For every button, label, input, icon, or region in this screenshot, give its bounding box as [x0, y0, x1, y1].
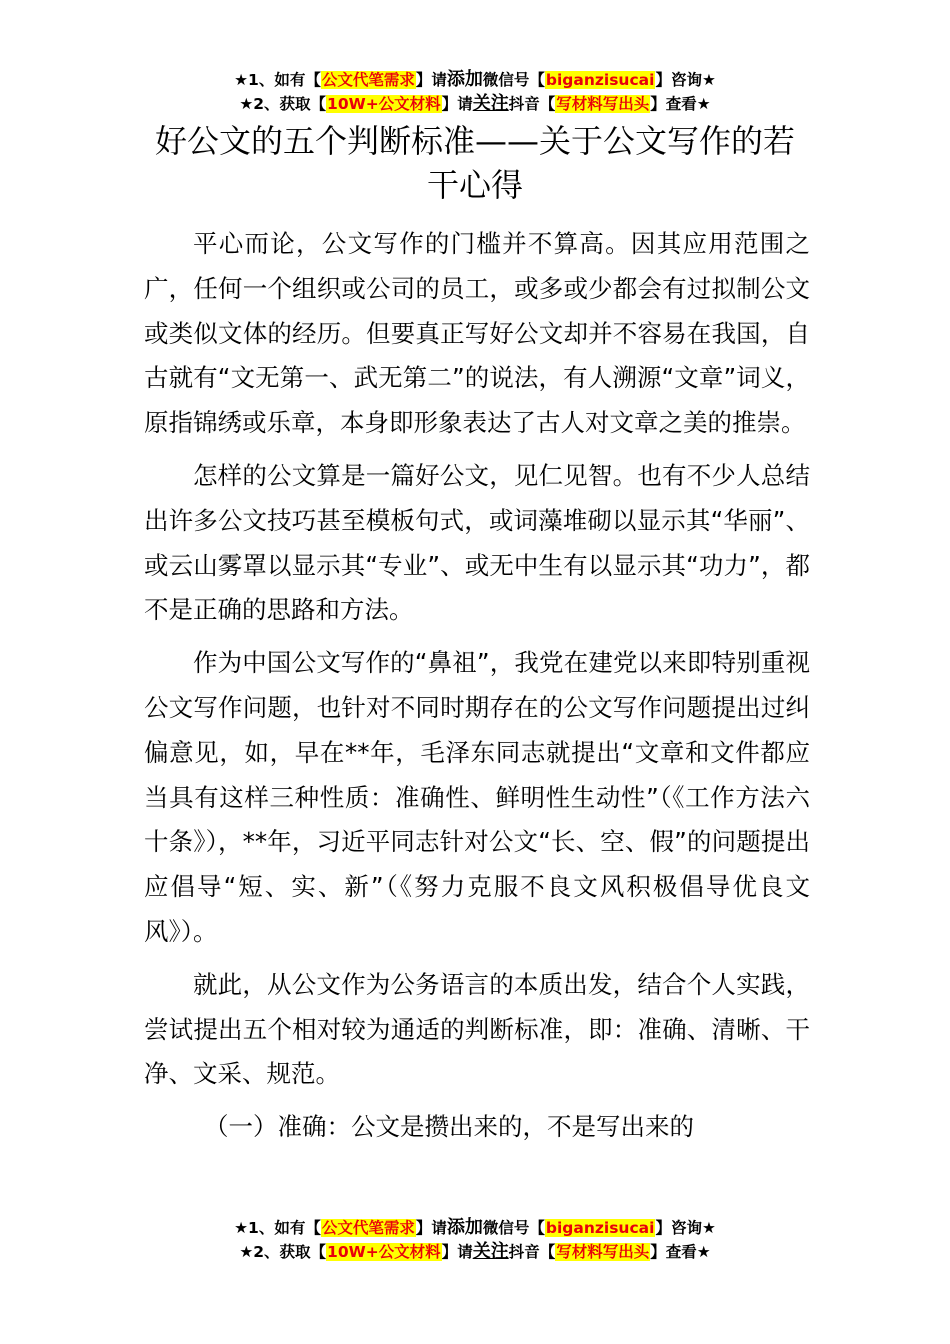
paragraph: 作为中国公文写作的“鼻祖”，我党在建党以来即特别重视公文写作问题，也针对不同时期存在的公文写作问题提出过纠偏意见，如，早在**年，毛泽东同志就提出“文章和文件都应当具有这样三种性质：准确性、鲜明性生动性”（《工作方法六十条》），**年，习近平同志针对公文“长、空、假”的问题提出应倡导“短、实、新”（《努力克服不良文风积极倡导优良文风》）。 [144, 648, 810, 946]
promo-text: 】请 [415, 1219, 447, 1237]
paragraph: 怎样的公文算是一篇好公文，见仁见智。也有不少人总结出许多公文技巧甚至模板句式，或词藻堆砌以显示其“华丽”、或云山雾罩以显示其“专业”、或无中生有以显示其“功力”，都不是正确的思路和方法。 [144, 460, 810, 625]
promo-text: ★2、获取【 [239, 95, 327, 113]
promo-highlight-materials: 10W+公文材料 [327, 95, 441, 113]
promo-text: 】请 [441, 1243, 473, 1261]
promo-text: 】咨询★ [655, 71, 716, 89]
promo-emphasis: 添加 [446, 69, 483, 90]
promo-text: 抖音【 [508, 95, 556, 113]
promo-text: ★1、如有【 [234, 1219, 321, 1237]
promo-banner-bottom [0, 1216, 950, 1264]
promo-emphasis: 关注 [472, 93, 509, 114]
document-title: 好公文的五个判断标准——关于公文写作的若干心得 [154, 122, 795, 204]
document-body [144, 222, 810, 1150]
promo-highlight-wechat-id: biganzisucai [545, 1219, 655, 1237]
promo-line-1 [0, 68, 950, 92]
promo-banner-top [0, 68, 950, 116]
promo-highlight-douyin: 写材料写出头 [556, 95, 650, 113]
promo-text: 】请 [441, 95, 473, 113]
promo-text: 微信号【 [482, 1219, 545, 1237]
promo-emphasis: 关注 [472, 1241, 509, 1262]
promo-text: ★1、如有【 [234, 71, 321, 89]
paragraph: 平心而论，公文写作的门槛并不算高。因其应用范围之广，任何一个组织或公司的员工，或多或少都会有过拟制公文或类似文体的经历。但要真正写好公文却并不容易在我国，自古就有“文无第一、武无第二”的说法，有人溯源“文章”词义，原指锦绣或乐章，本身即形象表达了古人对文章之美的推崇。 [144, 229, 810, 438]
promo-line-1 [0, 1216, 950, 1240]
promo-highlight-wechat-id: biganzisucai [545, 71, 655, 89]
promo-line-2 [0, 1240, 950, 1264]
promo-line-2 [0, 92, 950, 116]
promo-highlight-douyin: 写材料写出头 [556, 1243, 650, 1261]
promo-text: 】查看★ [650, 1243, 711, 1261]
promo-text: 】咨询★ [655, 1219, 716, 1237]
promo-text: 抖音【 [508, 1243, 556, 1261]
promo-emphasis: 添加 [446, 1217, 483, 1238]
promo-text: 】查看★ [650, 95, 711, 113]
promo-highlight-service: 公文代笔需求 [321, 71, 415, 89]
paragraph: 就此，从公文作为公务语言的本质出发，结合个人实践，尝试提出五个相对较为通适的判断标准，即：准确、清晰、干净、文采、规范。 [144, 969, 810, 1089]
promo-text: ★2、获取【 [239, 1243, 327, 1261]
promo-highlight-materials: 10W+公文材料 [327, 1243, 441, 1261]
promo-highlight-service: 公文代笔需求 [321, 1219, 415, 1237]
promo-text: 】请 [415, 71, 447, 89]
section-heading: （一）准确：公文是攒出来的，不是写出来的 [204, 1112, 694, 1142]
promo-text: 微信号【 [482, 71, 545, 89]
